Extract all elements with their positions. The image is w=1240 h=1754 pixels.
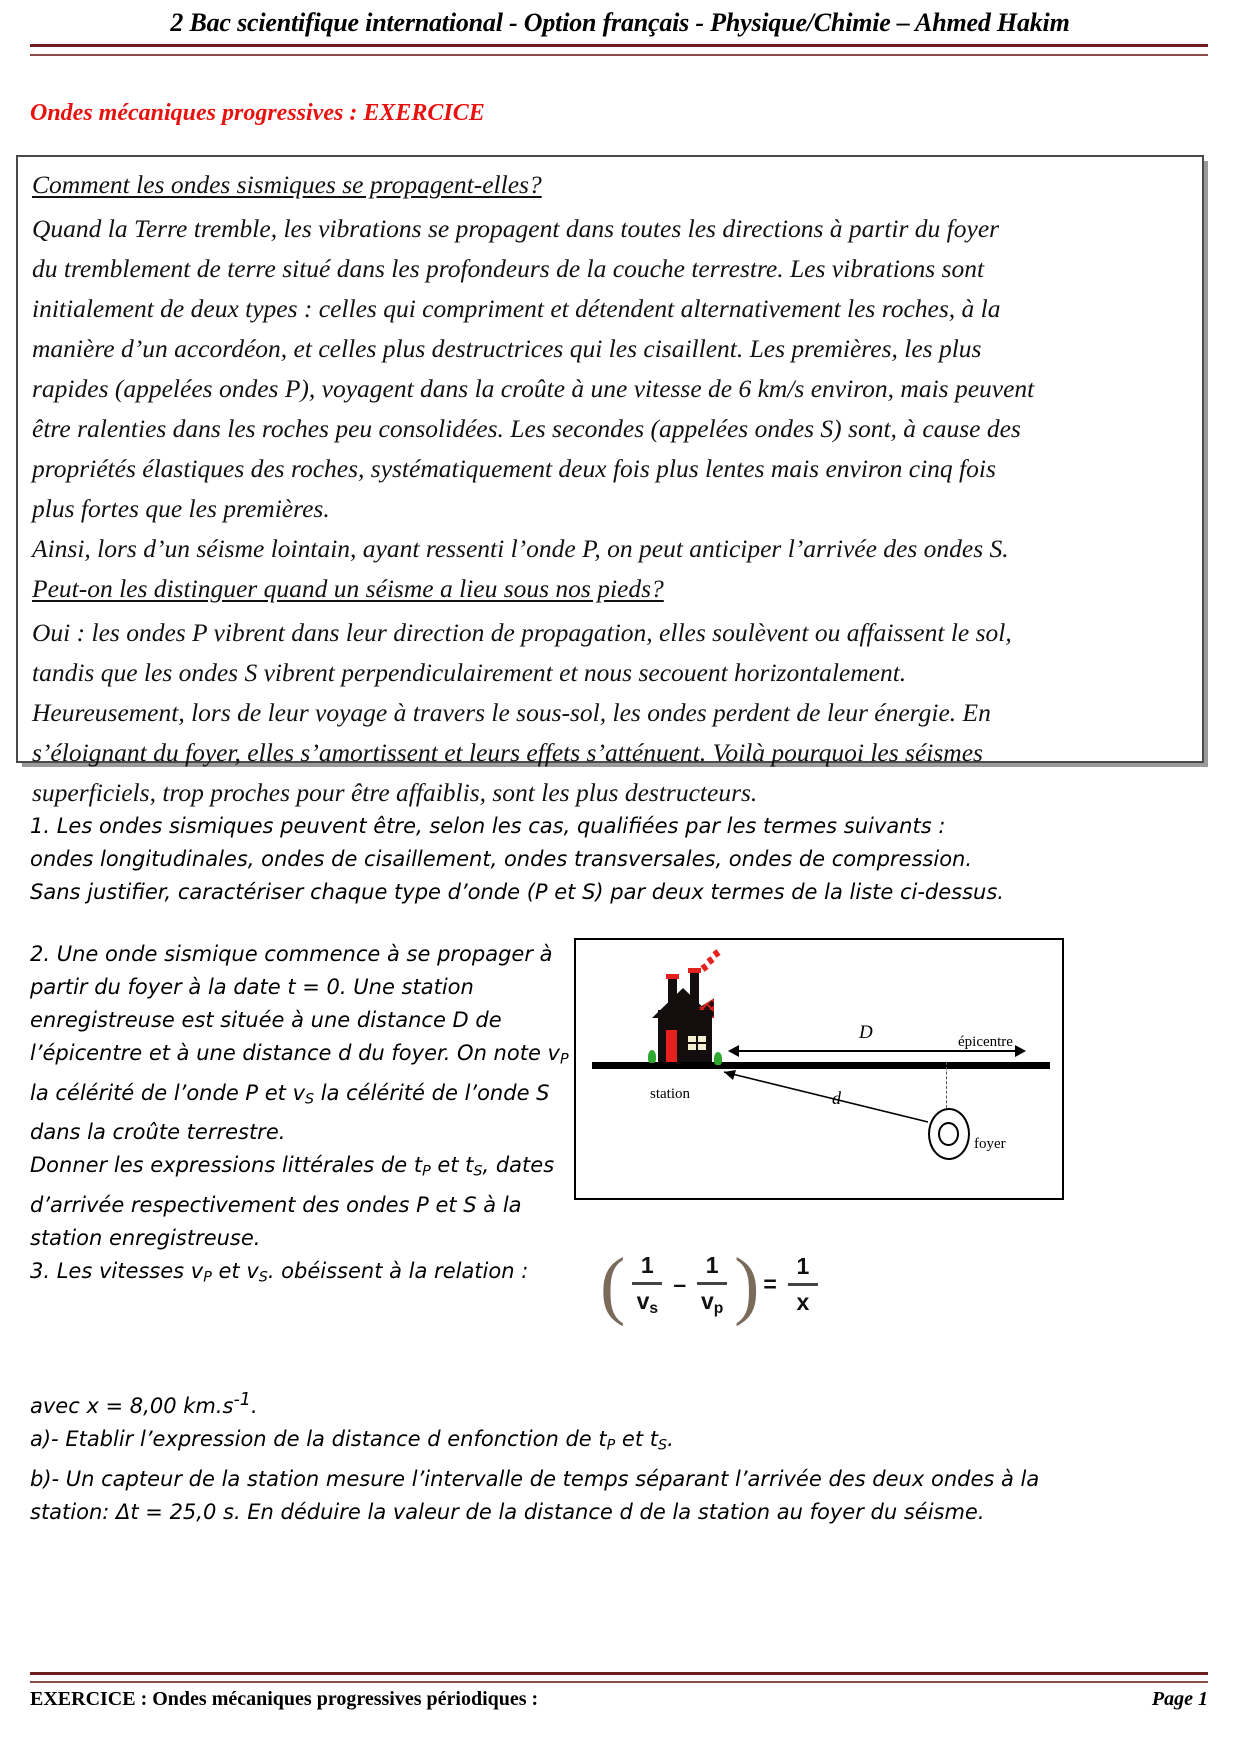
question-3b-line: b)- Un capteur de la station mesure l’intervalle de temps séparant l’arrivée des deux ondes à la [30, 1466, 1040, 1491]
seismic-diagram [574, 938, 1064, 1200]
question-2-line: dans la croûte terrestre. [30, 1120, 286, 1145]
question-3-line [30, 1255, 550, 1295]
label-station: station [650, 1086, 690, 1102]
minus-operator: – [673, 1271, 687, 1298]
footer-left-text: EXERCICE : Ondes mécaniques progressives périodiques : [30, 1688, 539, 1710]
question-2-line: partir du foyer à la date t = 0. Une station [30, 975, 474, 999]
numerator: 1 [796, 1253, 810, 1280]
q3-text-a: 3. Les vitesses v [30, 1259, 204, 1283]
document-text-box [16, 155, 1204, 807]
q2-subscript-s: S [305, 1091, 315, 1108]
numerator: 1 [705, 1252, 719, 1278]
header-title: 2 Bac scientifique international - Option français - Physique/Chimie – Ahmed Hakim [170, 8, 1070, 37]
label-distance-d: d [832, 1088, 841, 1108]
window-mullion-horizontal [686, 1042, 708, 1044]
q3a-sub-tp: P [606, 1437, 616, 1454]
q3a-text-c: . [667, 1427, 674, 1451]
doc-paragraph-line: superficiels, trop proches pour être affaiblis, sont les plus destructeurs. [32, 778, 758, 807]
q2-text-a: l’épicentre et à une distance d du foyer. On note v [30, 1041, 560, 1065]
q3a-text-b: et t [615, 1427, 658, 1451]
question-2-line: station enregistreuse. [30, 1225, 261, 1250]
chimney-cap-left [666, 974, 679, 979]
denominator: x [796, 1289, 810, 1316]
question-1 [30, 810, 1004, 909]
denominator [698, 1288, 726, 1318]
question-3b-line: station: Δt = 25,0 s. En déduire la valeur de la distance d de la station au foyer du séisme. [30, 1499, 985, 1524]
doc-paragraph-line: plus fortes que les premières. [32, 494, 330, 523]
question-2-line: enregistreuse est située à une distance D de [30, 1008, 502, 1032]
page-header [0, 0, 1240, 58]
question-2-line [30, 1077, 570, 1117]
q3-subscript-vp: P [203, 1269, 212, 1286]
numerator: 1 [640, 1252, 654, 1278]
label-epicentre: épicentre [958, 1034, 1013, 1050]
fraction-1-over-x [788, 1253, 818, 1316]
den-vp: v [700, 1288, 714, 1314]
question-2-line [30, 1149, 570, 1189]
question-2-line [30, 1037, 570, 1077]
open-paren: ( [600, 1242, 626, 1327]
avec-x-line [30, 1384, 1210, 1423]
den-vp-sub: p [713, 1299, 724, 1317]
doc-paragraph-line: rapides (appelées ondes P), voyagent dans la croûte à une vitesse de 6 km/s environ, mais peuvent [32, 374, 1035, 403]
doc-paragraph-line: Heureusement, lors de leur voyage à travers le sous-sol, les ondes perdent de leur énergie. En [32, 698, 991, 727]
house-door [666, 1030, 677, 1062]
arrow-head-right-icon [1015, 1045, 1026, 1057]
doc-paragraph-line: tandis que les ondes S vibrent perpendiculairement et nous secouent horizontalement. [32, 658, 907, 687]
avec-period: . [250, 1394, 258, 1418]
q2-text-d: Donner les expressions littérales de t [30, 1153, 423, 1178]
label-distance-D: D [854, 1022, 878, 1044]
footer-page-number: Page 1 [1151, 1688, 1208, 1710]
foyer-inner-ellipse [938, 1122, 959, 1146]
label-foyer: foyer [974, 1136, 1006, 1152]
question-3-subparts [30, 1318, 1210, 1529]
q3-text-c: . obéissent à la relation : [267, 1259, 529, 1283]
q2-text-f: , dates [482, 1153, 555, 1178]
den-vs-sub: s [649, 1299, 659, 1317]
avec-text: avec x = 8,00 km.s [30, 1394, 234, 1418]
question-1-line: ondes longitudinales, ondes de cisaillement, ondes transversales, ondes de compression. [30, 847, 973, 871]
bush-left [648, 1050, 656, 1063]
footer-divider [30, 1672, 1208, 1683]
doc-paragraph-line: manière d’un accordéon, et celles plus destructrices qui les cisaillent. Les premières, les plus [32, 334, 982, 363]
q3-subscript-vs: S [258, 1269, 268, 1286]
fraction-1-over-vs [632, 1252, 662, 1318]
doc-paragraph-line: Oui : les ondes P vibrent dans leur direction de propagation, elles soulèvent ou affaissent le sol, [32, 618, 1012, 647]
fraction-bar [697, 1282, 727, 1285]
den-vs: v [636, 1288, 650, 1314]
q2-text-e: et t [430, 1153, 474, 1178]
doc-paragraph-line: Quand la Terre tremble, les vibrations se propagent dans toutes les directions à partir du foyer [32, 214, 1000, 243]
q2-text-c: la célérité de l’onde S [314, 1080, 550, 1105]
q3a-sub-ts: S [658, 1437, 668, 1454]
doc-heading-1: Comment les ondes sismiques se propagent-elles? [32, 170, 542, 199]
doc-heading-2: Peut-on les distinguer quand un séisme a lieu sous nos pieds? [32, 574, 664, 603]
question-2-line: d’arrivée respectivement des ondes P et S à la [30, 1192, 522, 1217]
epicentre-depth-dashed-line [946, 1062, 947, 1108]
question-3 [30, 1255, 550, 1295]
doc-paragraph-line: propriétés élastiques des roches, systématiquement deux fois plus lentes mais environ cinq fois [32, 454, 996, 483]
bush-right [714, 1052, 722, 1065]
avec-exponent: -1 [233, 1390, 251, 1410]
doc-paragraph-line: être ralenties dans les roches peu consolidées. Les secondes (appelées ondes S) sont, à cause des [32, 414, 1021, 443]
fraction-bar [788, 1283, 818, 1286]
question-1-line: 1. Les ondes sismiques peuvent être, selon les cas, qualifiées par les termes suivants : [30, 814, 946, 838]
q2-subscript-ts: S [473, 1163, 483, 1180]
doc-paragraph-line: initialement de deux types : celles qui compriment et détendent alternativement les roches, à la [32, 294, 1001, 323]
chimney-cap-right [688, 968, 701, 973]
section-title: Ondes mécaniques progressives : EXERCICE [30, 100, 485, 126]
equals-operator: = [763, 1271, 777, 1298]
doc-paragraph-line: du tremblement de terre situé dans les profondeurs de la couche terrestre. Les vibrations sont [32, 254, 985, 283]
q3-text-b: et v [211, 1259, 259, 1283]
velocity-relation-formula [600, 1242, 825, 1327]
q3a-text-a: a)- Etablir l’expression de la distance d enfonction de t [30, 1427, 607, 1451]
question-1-line: Sans justifier, caractériser chaque type d’onde (P et S) par deux termes de la liste ci-dessus. [30, 880, 1004, 904]
header-divider [30, 44, 1208, 56]
fraction-1-over-vp [697, 1252, 727, 1318]
doc-paragraph-line: Ainsi, lors d’un séisme lointain, ayant ressenti l’onde P, on peut anticiper l’arrivée des ondes S. [32, 534, 1009, 563]
q2-subscript-p: P [559, 1051, 569, 1068]
denominator [634, 1288, 662, 1318]
house-illustration [650, 968, 722, 1064]
q2-subscript-tp: P [422, 1163, 431, 1180]
question-3a-line [30, 1423, 1210, 1463]
document-text-content [32, 165, 1182, 813]
close-paren: ) [734, 1242, 760, 1327]
question-2-line: 2. Une onde sismique commence à se propager à [30, 942, 553, 966]
q2-text-b: la célérité de l’onde P et v [30, 1080, 306, 1105]
doc-paragraph-line: s’éloignant du foyer, elles s’amortissent et leurs effets s’atténuent. Voilà pourquoi les séismes [32, 738, 983, 767]
fraction-bar [632, 1282, 662, 1285]
question-2 [30, 938, 570, 1255]
